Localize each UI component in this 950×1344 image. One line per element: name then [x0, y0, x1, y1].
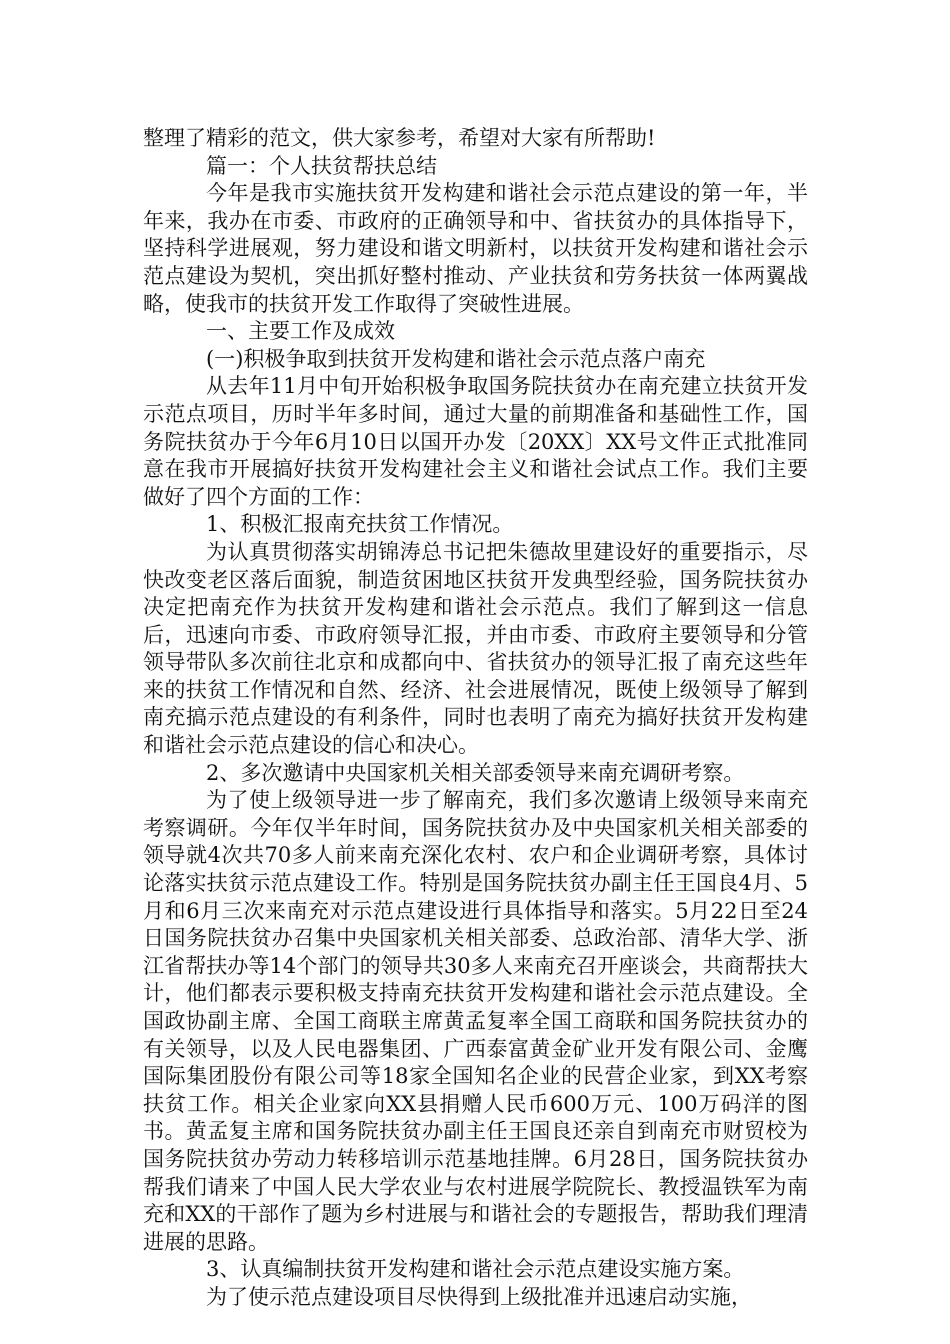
document-body: [143, 125, 808, 1312]
paragraph: 为认真贯彻落实胡锦涛总书记把朱德故里建设好的重要指示，尽快改变老区落后面貌，制造贫困地区扶贫开发典型经验，国务院扶贫办决定把南充作为扶贫开发构建和谐社会示范点。我们了解到这一信息后，迅速向市委、市政府领导汇报，并由市委、市政府主要领导和分管领导带队多次前往北京和成都向中、省扶贫办的领导汇报了南充这些年来的扶贫工作情况和自然、经济、社会进展情况，既使上级领导了解到南充搞示范点建设的有利条件，同时也表明了南充为搞好扶贫开发构建和谐社会示范点建设的信心和决心。: [143, 539, 808, 758]
item-heading-1: 1、积极汇报南充扶贫工作情况。: [206, 512, 514, 537]
subheading-1: (一)积极争取到扶贫开发构建和谐社会示范点落户南充: [206, 346, 706, 371]
item-heading-2: 2、多次邀请中央国家机关相关部委领导来南充调研考察。: [206, 760, 745, 785]
heading-main-work: 一、主要工作及成效: [206, 319, 395, 344]
paragraph: 为了使上级领导进一步了解南充，我们多次邀请上级领导来南充考察调研。今年仅半年时间，国务院扶贫办及中央国家机关相关部委的领导就4次共70多人前来南充深化农村、农户和企业调研考察，具体讨论落实扶贫示范点建设工作。特别是国务院扶贫办副主任王国良4月、5月和6月三次来南充对示范点建设进行具体指导和落实。5月22日至24日国务院扶贫办召集中央国家机关相关部委、总政治部、清华大学、浙江省帮扶办等14个部门的领导共30多人来南充召开座谈会，共商帮扶大计，他们都表示要积极支持南充扶贫开发构建和谐社会示范点建设。全国政协副主席、全国工商联主席黄孟复率全国工商联和国务院扶贫办的有关领导，以及人民电器集团、广西泰富黄金矿业开发有限公司、金鹰国际集团股份有限公司等18家全国知名企业的民营企业家，到XX考察扶贫工作。相关企业家向XX县捐赠人民币600万元、100万码洋的图书。黄孟复主席和国务院扶贫办副主任王国良还亲自到南充市财贸校为国务院扶贫办劳动力转移培训示范基地挂牌。6月28日，国务院扶贫办帮我们请来了中国人民大学农业与农村进展学院院长、教授温铁军为南充和XX的干部作了题为乡村进展与和谐社会的专题报告，帮助我们理清进展的思路。: [143, 788, 808, 1254]
paragraph: 今年是我市实施扶贫开发构建和谐社会示范点建设的第一年，半年来，我办在市委、市政府的正确领导和中、省扶贫办的具体指导下，坚持科学进展观，努力建设和谐文明新村，以扶贫开发构建和谐社会示范点建设为契机，突出抓好整村推动、产业扶贫和劳务扶贫一体两翼战略，使我市的扶贫开发工作取得了突破性进展。: [143, 181, 808, 316]
paragraph: 为了使示范点建设项目尽快得到上级批准并迅速启动实施，: [206, 1284, 752, 1309]
intro-line: 整理了精彩的范文，供大家参考，希望对大家有所帮助!: [143, 126, 656, 150]
paragraph: 从去年11月中旬开始积极争取国务院扶贫办在南充建立扶贫开发示范点项目，历时半年多时间，通过大量的前期准备和基础性工作，国务院扶贫办于今年6月10日以国开办发〔20XX〕XX号文件正式批准同意在我市开展搞好扶贫开发构建社会主义和谐社会试点工作。我们主要做好了四个方面的工作：: [143, 374, 808, 509]
item-heading-3: 3、认真编制扶贫开发构建和谐社会示范点建设实施方案。: [206, 1257, 745, 1282]
section-title: 篇一：个人扶贫帮扶总结: [206, 153, 437, 178]
